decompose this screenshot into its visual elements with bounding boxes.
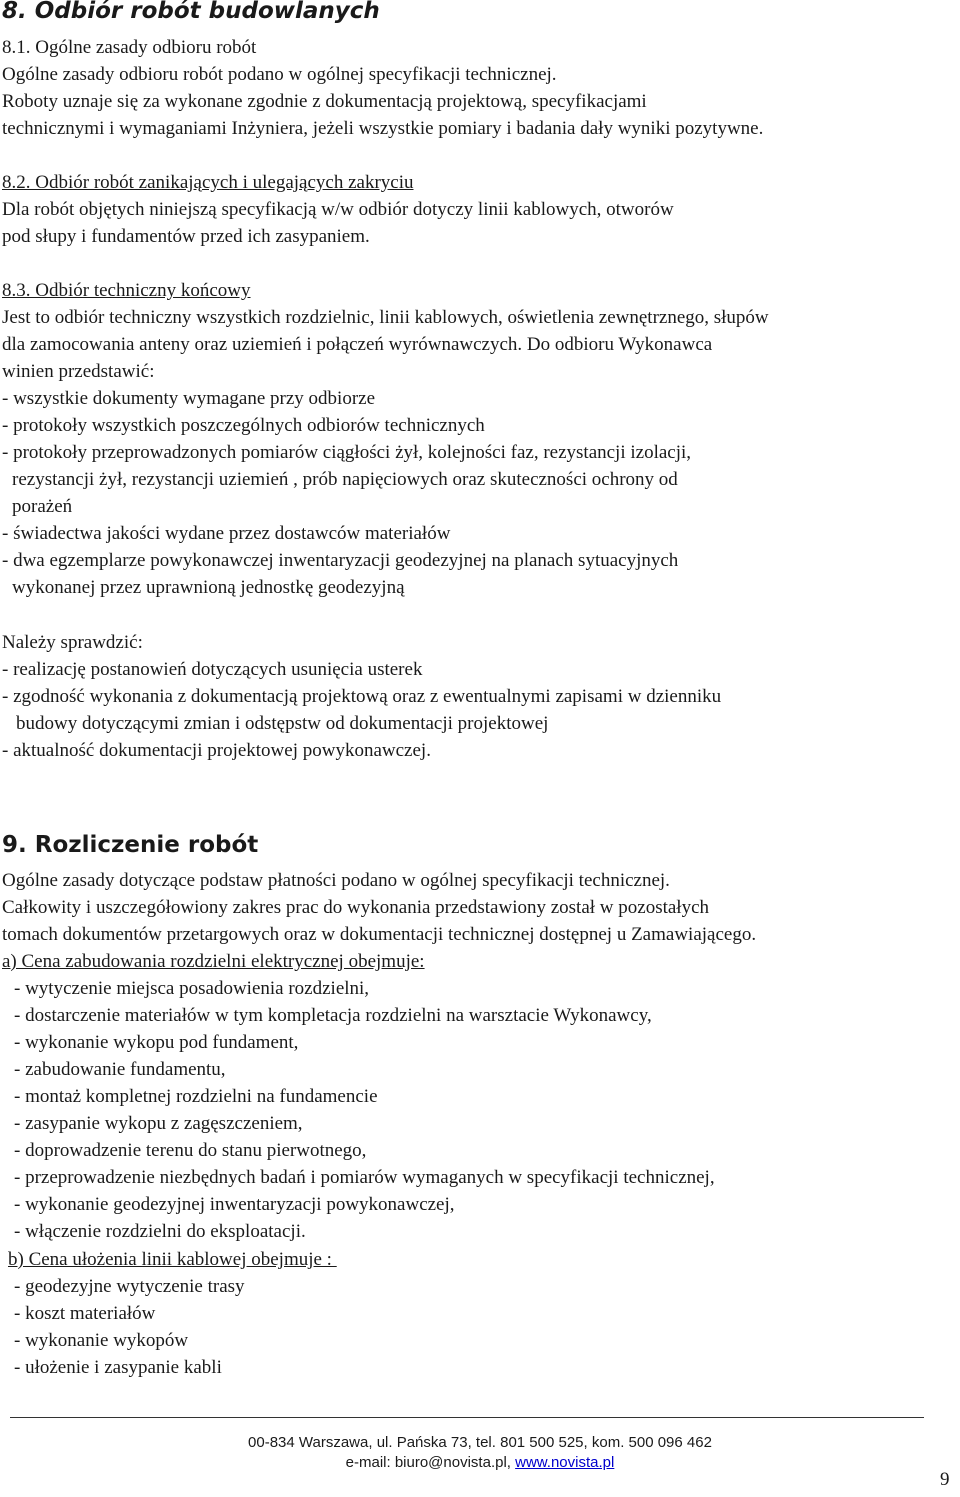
list-item: - wykonanie wykopów <box>14 1330 189 1351</box>
paragraph-line: Jest to odbiór techniczny wszystkich rozdzielnic, linii kablowych, oświetlenia zewnętrznego, słupów <box>2 307 769 328</box>
paragraph-line: Ogólne zasady dotyczące podstaw płatności podano w ogólnej specyfikacji technicznej. <box>2 870 670 891</box>
list-item: - zabudowanie fundamentu, <box>14 1059 226 1080</box>
paragraph-line: dla zamocowania anteny oraz uziemień i połączeń wyrównawczych. Do odbioru Wykonawca <box>2 334 713 355</box>
list-item-continuation: rezystancji żył, rezystancji uziemień , prób napięciowych oraz skuteczności ochrony od <box>12 469 678 490</box>
list-item: - przeprowadzenie niezbędnych badań i pomiarów wymaganych w specyfikacji technicznej, <box>14 1167 715 1188</box>
footer-address: 00-834 Warszawa, ul. Pańska 73, tel. 801 500 525, kom. 500 096 462 <box>248 1434 712 1451</box>
list-item: - wszystkie dokumenty wymagane przy odbiorze <box>2 388 376 409</box>
list-item: - protokoły przeprowadzonych pomiarów ciągłości żył, kolejności faz, rezystancji izolacji, <box>2 442 692 463</box>
list-item: - wytyczenie miejsca posadowienia rozdzielni, <box>14 978 370 999</box>
page-number: 9 <box>940 1469 950 1490</box>
list-item: - wykonanie wykopu pod fundament, <box>14 1032 299 1053</box>
list-item: - montaż kompletnej rozdzielni na fundamencie <box>14 1086 378 1107</box>
list-item: - świadectwa jakości wydane przez dostawców materiałów <box>2 523 451 544</box>
list-item-continuation: porażeń <box>12 496 73 517</box>
list-item: - zasypanie wykopu z zagęszczeniem, <box>14 1113 303 1134</box>
list-item: - zgodność wykonania z dokumentacją projektową oraz z ewentualnymi zapisami w dzienniku <box>2 686 722 707</box>
paragraph-line: pod słupy i fundamentów przed ich zasypaniem. <box>2 226 370 247</box>
subsection-b-heading: b) Cena ułożenia linii kablowej obejmuje : <box>8 1249 337 1270</box>
paragraph-line: technicznymi i wymaganiami Inżyniera, jeżeli wszystkie pomiary i badania dały wyniki pozytywne. <box>2 118 764 139</box>
paragraph-line: Ogólne zasady odbioru robót podano w ogólnej specyfikacji technicznej. <box>2 64 557 85</box>
subsection-a-heading: a) Cena zabudowania rozdzielni elektrycznej obejmuje: <box>2 951 425 972</box>
list-item: - geodezyjne wytyczenie trasy <box>14 1276 245 1297</box>
paragraph-line: Całkowity i uszczegółowiony zakres prac do wykonania przedstawiony został w pozostałych <box>2 897 710 918</box>
list-item-continuation: budowy dotyczącymi zmian i odstępstw od dokumentacji projektowej <box>16 713 549 734</box>
section-8-3-heading: 8.3. Odbiór techniczny końcowy <box>2 280 251 301</box>
section-8-1-heading: 8.1. Ogólne zasady odbioru robót <box>2 37 257 58</box>
list-item-continuation: wykonanej przez uprawnioną jednostkę geodezyjną <box>12 577 405 598</box>
paragraph-line: tomach dokumentów przetargowych oraz w dokumentacji technicznej dostępnej u Zamawiającego. <box>2 924 757 945</box>
list-item: - koszt materiałów <box>14 1303 156 1324</box>
section-8-2-heading: 8.2. Odbiór robót zanikających i ulegających zakryciu <box>2 172 414 193</box>
check-heading: Należy sprawdzić: <box>2 632 143 653</box>
footer-email: e-mail: biuro@novista.pl, <box>345 1454 516 1471</box>
paragraph-line: Roboty uznaje się za wykonane zgodnie z dokumentacją projektową, specyfikacjami <box>2 91 647 112</box>
list-item: - włączenie rozdzielni do eksploatacji. <box>14 1221 306 1242</box>
section-8-title: 8. Odbiór robót budowlanych <box>2 0 380 24</box>
list-item: - realizację postanowień dotyczących usunięcia usterek <box>2 659 423 680</box>
list-item: - dwa egzemplarze powykonawczej inwentaryzacji geodezyjnej na planach sytuacyjnych <box>2 550 679 571</box>
list-item: - doprowadzenie terenu do stanu pierwotnego, <box>14 1140 367 1161</box>
list-item: - aktualność dokumentacji projektowej powykonawczej. <box>2 740 431 761</box>
list-item: - protokoły wszystkich poszczególnych odbiorów technicznych <box>2 415 485 436</box>
footer-contact <box>0 1453 960 1473</box>
list-item: - ułożenie i zasypanie kabli <box>14 1357 222 1378</box>
footer-website-link[interactable]: www.novista.pl <box>515 1454 615 1471</box>
footer-divider <box>10 1417 924 1418</box>
paragraph-line: winien przedstawić: <box>2 361 155 382</box>
list-item: - dostarczenie materiałów w tym kompletacja rozdzielni na warsztacie Wykonawcy, <box>14 1005 652 1026</box>
section-9-title: 9. Rozliczenie robót <box>2 832 259 858</box>
list-item: - wykonanie geodezyjnej inwentaryzacji powykonawczej, <box>14 1194 455 1215</box>
paragraph-line: Dla robót objętych niniejszą specyfikacją w/w odbiór dotyczy linii kablowych, otworów <box>2 199 674 220</box>
